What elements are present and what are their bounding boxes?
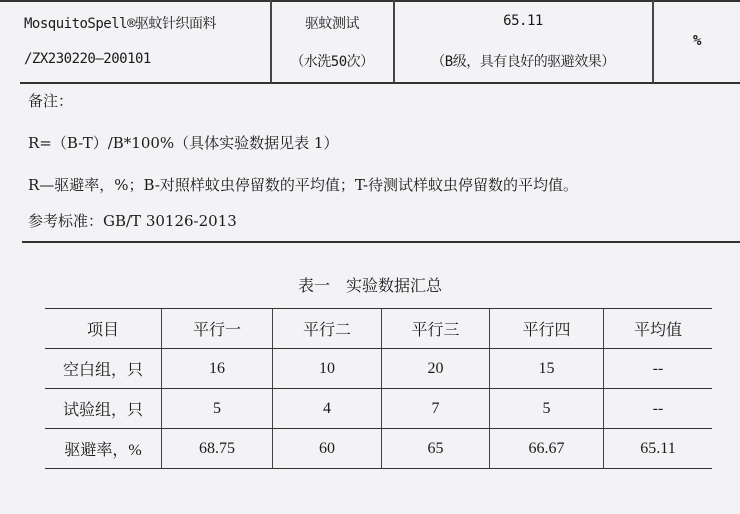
notes-definition: R—驱避率，%；B-对照样蚊虫停留数的平均值；T-待测试样蚊虫停留数的平均值。 xyxy=(28,176,579,194)
result-unit: % xyxy=(693,33,701,49)
notes-divider xyxy=(22,241,740,243)
test-condition: （水洗50次） xyxy=(290,54,374,70)
table-cell: 10 xyxy=(273,349,382,389)
sample-name: MosquitoSpell®驱蚊针织面料 xyxy=(24,16,217,32)
table-header-row xyxy=(45,309,712,349)
table-cell: 5 xyxy=(490,389,604,429)
table-cell: 60 xyxy=(273,429,382,469)
table-cell: 驱避率，% xyxy=(45,429,162,469)
result-grade: （B级，具有良好的驱避效果） xyxy=(431,54,615,70)
table-cell: 试验组，只 xyxy=(45,389,162,429)
notes-formula: R=（B-T）/B*100%（具体实验数据见表 1） xyxy=(28,134,339,152)
top-border xyxy=(0,0,740,2)
table-cell: 4 xyxy=(273,389,382,429)
header-cell: 平行一 xyxy=(162,309,273,349)
table-cell: 5 xyxy=(162,389,273,429)
table-row xyxy=(45,349,712,389)
table-cell: 68.75 xyxy=(162,429,273,469)
table-row xyxy=(45,389,712,429)
header-cell: 平行四 xyxy=(490,309,604,349)
test-name: 驱蚊测试 xyxy=(305,16,359,32)
table-cell: -- xyxy=(604,349,713,389)
notes-heading: 备注： xyxy=(28,92,74,110)
header-cell: 项目 xyxy=(45,309,162,349)
sample-code: /ZX230220—200101 xyxy=(24,51,151,67)
header-cell: 平行二 xyxy=(273,309,382,349)
table-row xyxy=(45,429,712,469)
table-title: 表一 实验数据汇总 xyxy=(297,276,442,295)
table-cell: 20 xyxy=(382,349,490,389)
data-table xyxy=(45,308,712,469)
notes-standard: 参考标准：GB/T 30126-2013 xyxy=(28,212,237,230)
bottom-border xyxy=(20,82,740,84)
result-value: 65.11 xyxy=(503,13,543,29)
header-cell: 平行三 xyxy=(382,309,490,349)
table-cell: 7 xyxy=(382,389,490,429)
table-cell: 16 xyxy=(162,349,273,389)
table-cell: -- xyxy=(604,389,713,429)
header-cell: 平均值 xyxy=(604,309,713,349)
table-cell: 15 xyxy=(490,349,604,389)
table-cell: 65 xyxy=(382,429,490,469)
table-cell: 65.11 xyxy=(604,429,713,469)
table-cell: 66.67 xyxy=(490,429,604,469)
table-cell: 空白组，只 xyxy=(45,349,162,389)
